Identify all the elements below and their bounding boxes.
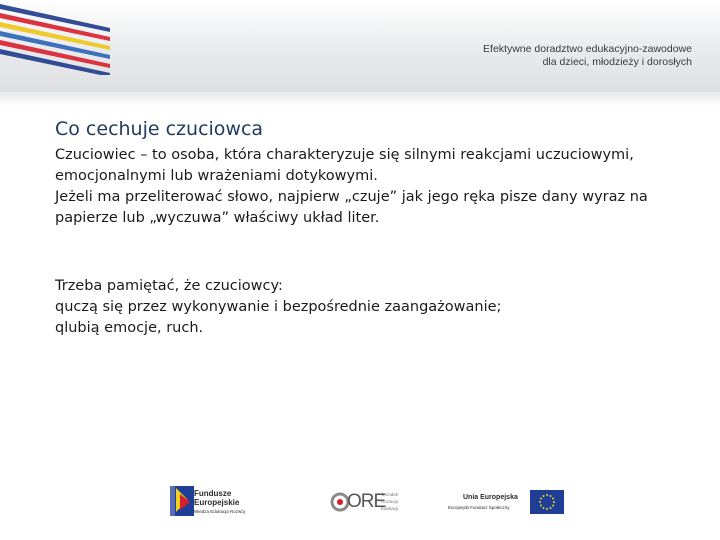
header-fade	[0, 92, 720, 106]
footer-logos	[0, 482, 720, 522]
ore-mark: ORE	[347, 491, 386, 512]
eu-star	[552, 498, 554, 500]
ore-line2: Rozwoju	[381, 499, 399, 504]
fundusze-europejskie-logo	[168, 482, 268, 518]
list-item-text: uczą się przez wykonywanie i bezpośrednie zaangażowanie;	[64, 299, 502, 315]
slide-title: Co cechuje czuciowca	[55, 118, 264, 140]
eu-star	[539, 501, 541, 503]
paragraph-definition: Czuciowiec – to osoba, która charakteryzuje się silnymi reakcjami uczuciowymi, emocjonalnymi lub wrażeniami dotykowymi.	[55, 147, 634, 184]
eu-star	[543, 507, 545, 509]
eu-star	[552, 505, 554, 507]
eu-star	[546, 494, 548, 496]
decorative-stripes	[0, 0, 130, 75]
fe-line1: Fundusze	[194, 489, 232, 498]
eu-star	[540, 498, 542, 500]
eu-star	[550, 507, 552, 509]
ue-line1: Unia Europejska	[463, 494, 518, 501]
ore-line1: Ośrodek	[381, 492, 399, 497]
bullet-icon: q	[55, 320, 65, 336]
eu-star	[546, 508, 548, 510]
eu-star	[553, 501, 555, 503]
eu-star	[543, 495, 545, 497]
fe-line3: Wiedza Edukacja Rozwój	[194, 509, 245, 514]
unia-europejska-logo	[448, 482, 564, 518]
list-item	[55, 297, 695, 318]
list-item	[55, 318, 695, 339]
fe-line2: Europejskie	[194, 498, 240, 507]
ore-line3: Edukacji	[381, 506, 399, 511]
ue-line2: Europejski Fundusz Społeczny	[448, 505, 510, 510]
eu-flag-icon	[530, 490, 564, 514]
list-item-text: lubią emocje, ruch.	[64, 320, 204, 336]
list-heading: Trzeba pamiętać, że czuciowcy:	[55, 278, 283, 294]
paragraph-spelling: Jeżeli ma przeliterować słowo, najpierw „czuje” jak jego ręka pisze dany wyraz na papierze lub „wyczuwa” właściwy układ liter.	[55, 189, 648, 226]
eu-star	[540, 505, 542, 507]
slide-body	[55, 145, 695, 229]
tagline-line1: Efektywne doradztwo edukacyjno-zawodowe	[483, 43, 692, 55]
remember-list	[55, 276, 695, 339]
ore-logo	[330, 482, 410, 518]
tagline-line2: dla dzieci, młodzieży i dorosłych	[542, 56, 692, 68]
eu-star	[550, 495, 552, 497]
header-tagline	[483, 43, 692, 69]
bullet-icon: q	[55, 299, 65, 315]
